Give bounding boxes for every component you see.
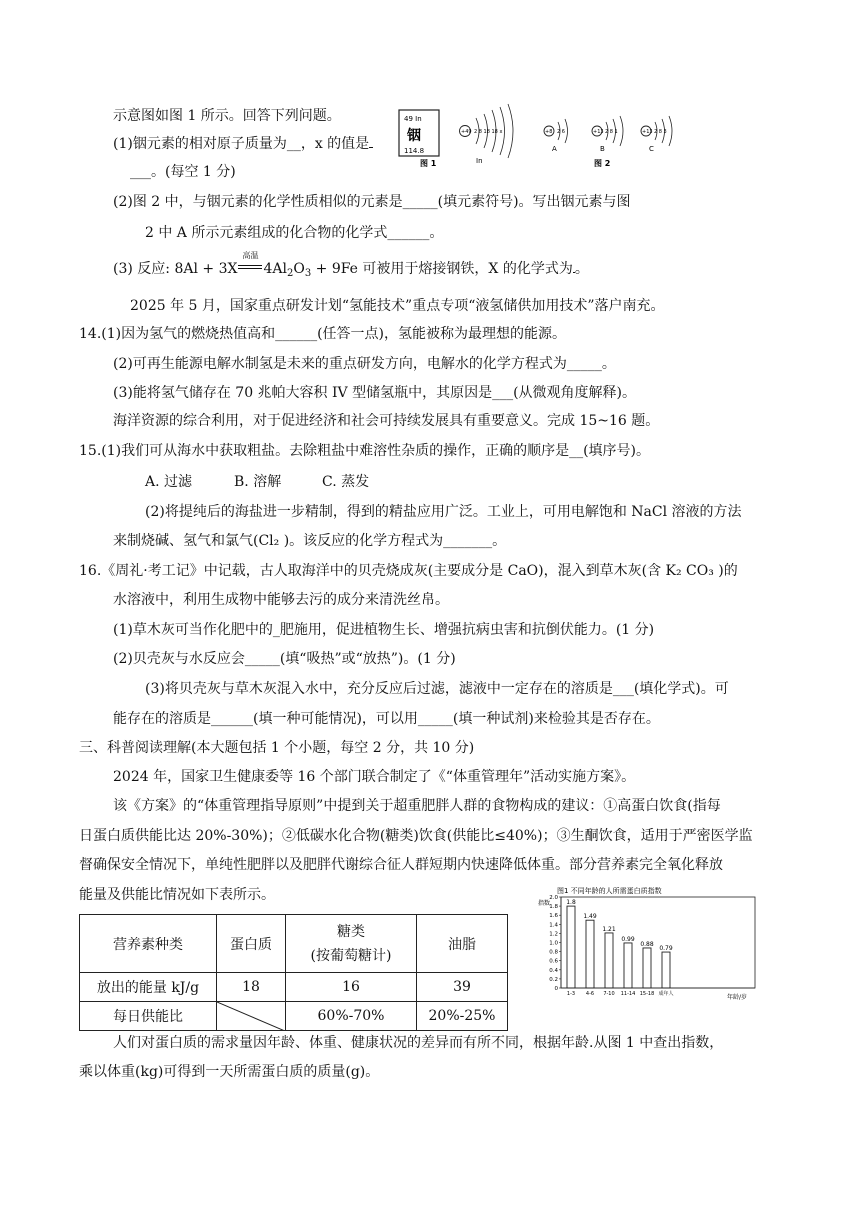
y-tick-label: 0.2: [549, 976, 558, 983]
y-tick-label: 0: [554, 986, 558, 992]
x-tick-label: 7-10: [603, 991, 615, 997]
table-row-label-energy: 放出的能量 kJ/g: [80, 973, 217, 1002]
atom-b-core: +13: [593, 129, 604, 135]
q13-part1-text: (1)铟元素的相对原子质量为__，x 的值是: [113, 136, 370, 152]
reading-para-2-line1: 该《方案》的“体重管理指导原则”中提到关于超重肥胖人群的食物构成的建议：①高蛋白饮食(指每: [113, 798, 721, 814]
table-row: [80, 973, 508, 1002]
q15-part2-line2: 来制烧碱、氢气和氯气(Cl₂ )。该反应的化学方程式为_______。: [113, 533, 507, 549]
x-tick-label: 4-6: [585, 991, 595, 997]
q13-eq-o: O: [293, 261, 305, 277]
chart-title: 图1 不同年龄的人所需蛋白质指数: [557, 887, 662, 895]
atom-b-shells: 2 8 1: [605, 129, 618, 135]
atom-b-label: B: [600, 145, 605, 153]
q16-stem-line1: 16.《周礼·考工记》中记载，古人取海洋中的贝壳烧成灰(主要成分是 CaO)，混入到草木灰(含 K₂ CO₃ )的: [79, 563, 738, 579]
q14-part2: (2)可再生能源电解水制氢是未来的重点研发方向，电解水的化学方程式为_____。: [113, 356, 616, 372]
x-tick-label: 11-14: [620, 991, 636, 997]
table-row-label-ratio: 每日供能比: [80, 1002, 217, 1031]
reading-para-2-line2: 日蛋白质供能比达 20%-30%)；②低碳水化合物(糖类)饮食(供能比≤40%)；③生酮饮食，适用于严密医学监: [79, 828, 753, 844]
y-tick-label: 1.2: [549, 931, 558, 938]
q16-part1: (1)草木灰可当作化肥中的_肥施用，促进植物生长、增强抗病虫害和抗倒伏能力。(1 分): [113, 622, 655, 638]
chart-bar: [586, 920, 594, 988]
ocean-intro: 海洋资源的综合利用，对于促进经济和社会可持续发展具有重要意义。完成 15~16 题。: [113, 413, 660, 429]
reaction-condition: 高温: [242, 251, 259, 260]
section-3-heading: 三、科普阅读理解(本大题包括 1 个小题，每空 2 分，共 10 分): [79, 740, 475, 756]
atom-c-label: C: [649, 145, 654, 153]
y-tick-label: 0.6: [549, 958, 558, 965]
q13-part1-line1: [113, 135, 373, 153]
table-cell: 16: [286, 973, 417, 1002]
cell-atomic-mass: 114.8: [404, 147, 425, 155]
atom-in-core: +49: [461, 129, 472, 135]
y-tick-label: 0.4: [549, 967, 558, 974]
q13-eq-left: (3) 反应: 8Al + 3X: [113, 261, 238, 277]
y-tick-label: 0.8: [549, 949, 558, 956]
chart-xlabel: 年龄/岁: [727, 994, 748, 1001]
figure-2-caption: 图 2: [594, 159, 611, 168]
q15-option-c: C. 蒸发: [322, 474, 370, 490]
atom-in-shells: 2 8 18 18 x: [474, 129, 503, 135]
table-header-sugar-line2: (按葡萄糖计): [310, 947, 392, 964]
atom-diagram-c: [641, 116, 672, 153]
chart-bar: [624, 943, 632, 988]
x-tick-label: 15-18: [639, 991, 655, 997]
table-header-sugar-line1: 糖类: [337, 923, 365, 940]
reading-para-2-line4: 能量及供能比情况如下表所示。: [79, 887, 275, 903]
q15-part1: 15.(1)我们可从海水中获取粗盐。去除粗盐中难溶性杂质的操作，正确的顺序是__(填序号)。: [79, 443, 651, 459]
q16-stem-line2: 水溶液中，利用生成物中能够去污的成分来清洗丝帛。: [113, 592, 449, 608]
chart-bar: [605, 933, 613, 988]
reading-para-3-line2: 乘以体重(kg)可得到一天所需蛋白质的质量(g)。: [79, 1064, 380, 1080]
bar-value-label: 1.8: [566, 899, 576, 907]
q13-part2-line1: (2)图 2 中，与铟元素的化学性质相似的元素是_____(填元素符号)。写出铟元素与图: [113, 194, 631, 210]
table-header-fat: 油脂: [417, 915, 508, 973]
q13-part1-line2: ___。(每空 1 分): [130, 164, 236, 180]
y-tick-label: 1.4: [549, 922, 558, 929]
q14-part3: (3)能将氢气储存在 70 兆帕大容积 IV 型储氢瓶中，其原因是___(从微观角度解释)。: [113, 385, 637, 401]
atom-in-label: In: [476, 157, 483, 165]
table-header-type: 营养素种类: [80, 915, 217, 973]
chart-bar: [643, 948, 651, 988]
hydrogen-news: 2025 年 5 月，国家重点研发计划“氢能技术”重点专项“液氢储供加用技术”落户南充。: [130, 298, 665, 314]
atom-a-shells: 2 6: [557, 129, 565, 135]
q13-eq-right: + 9Fe 可被用于熔接钢铁，X 的化学式为: [311, 261, 573, 277]
atom-a-core: +8: [545, 129, 553, 135]
bar-value-label: 1.49: [583, 913, 597, 921]
table-header-protein: 蛋白质: [217, 915, 286, 973]
reaction-arrow: [237, 251, 263, 278]
diagonal-slash: [217, 1002, 285, 1031]
table-row: [80, 1002, 508, 1031]
q13-eq-al: 4Al: [263, 261, 287, 277]
table-cell-diagonal: [217, 1002, 286, 1031]
q16-part2: (2)贝壳灰与水反应会_____(填“吸热”或“放热”)。(1 分): [113, 651, 456, 667]
cell-number-symbol: 49 In: [404, 115, 422, 123]
q16-part3-line1: (3)将贝壳灰与草木灰混入水中，充分反应后过滤，滤液中一定存在的溶质是___(填化学式)。可: [145, 681, 729, 697]
chart-bar: [662, 952, 670, 988]
y-tick-label: 1.0: [549, 940, 558, 947]
q13-eq-end: 。: [574, 261, 589, 277]
y-tick-label: 2.0: [549, 895, 558, 901]
element-cell-indium: [399, 110, 439, 156]
table-cell: 39: [417, 973, 508, 1002]
atom-a-label: A: [552, 145, 557, 153]
q15-option-a: A. 过滤: [145, 474, 193, 490]
reading-para-1: 2024 年，国家卫生健康委等 16 个部门联合制定了《“体重管理年”活动实施方案》。: [113, 769, 636, 785]
atom-c-shells: 2 8 3: [654, 129, 667, 135]
reading-para-2-line3: 督确保安全情况下，单纯性肥胖以及肥胖代谢综合征人群短期内快速降低体重。部分营养素完全氧化释放: [79, 857, 723, 873]
table-cell: 18: [217, 973, 286, 1002]
q13-part2-line2: 2 中 A 所示元素组成的化合物的化学式______。: [145, 225, 444, 241]
bar-value-label: 0.79: [659, 945, 673, 953]
bar-value-label: 1.21: [602, 925, 616, 933]
intro-line: 示意图如图 1 所示。回答下列问题。: [113, 108, 341, 124]
table-cell: 60%-70%: [286, 1002, 417, 1031]
protein-index-chart: [535, 883, 787, 1001]
bar-value-label: 0.99: [621, 935, 635, 943]
reading-para-3-line1: 人们对蛋白质的需求量因年龄、体重、健康状况的差异而有所不同，根据年龄.从图 1 中查出指数，: [113, 1035, 724, 1051]
q16-part3-line2: 能存在的溶质是______(填一种可能情况)，可以用_____(填一种试剂)来检验其是否存在。: [113, 711, 660, 727]
table-header-sugar: [286, 915, 417, 973]
y-tick-label: 1.6: [549, 913, 558, 920]
atom-diagram-in: [460, 104, 514, 165]
y-tick-label: 1.8: [549, 904, 558, 911]
q15-part2-line1: (2)将提纯后的海盐进一步精制，得到的精盐应用广泛。工业上，可用电解饱和 NaCl 溶液的方法: [145, 504, 742, 520]
atom-diagram-b: [592, 116, 623, 153]
x-tick-label: 成年人: [658, 991, 674, 997]
chart-bar: [567, 906, 575, 988]
nutrient-energy-table: [79, 914, 508, 1031]
figure-1-caption: 图 1: [420, 159, 437, 168]
bar-value-label: 0.88: [640, 940, 654, 948]
atom-diagram-a: [544, 119, 568, 153]
q14-part1: 14.(1)因为氢气的燃烧热值高和______(任答一点)，氢能被称为最理想的能源。: [79, 326, 567, 342]
q13-part3: (3) 反应: 8Al + 3X 高温 $4Al_2O_3 + 9Fe$ 可被用于熔接钢铁，X 的化学式为 。: [113, 251, 589, 279]
table-cell: 20%-25%: [417, 1002, 508, 1031]
cell-element-name: 铟: [407, 128, 421, 144]
q15-option-b: B. 溶解: [234, 474, 282, 490]
atom-structure-figure: [395, 100, 685, 168]
atom-c-core: +13: [642, 129, 653, 135]
table-header-row: [80, 915, 508, 973]
chart-ylabel: 指数: [538, 900, 551, 907]
x-tick-label: 1-3: [566, 991, 576, 997]
